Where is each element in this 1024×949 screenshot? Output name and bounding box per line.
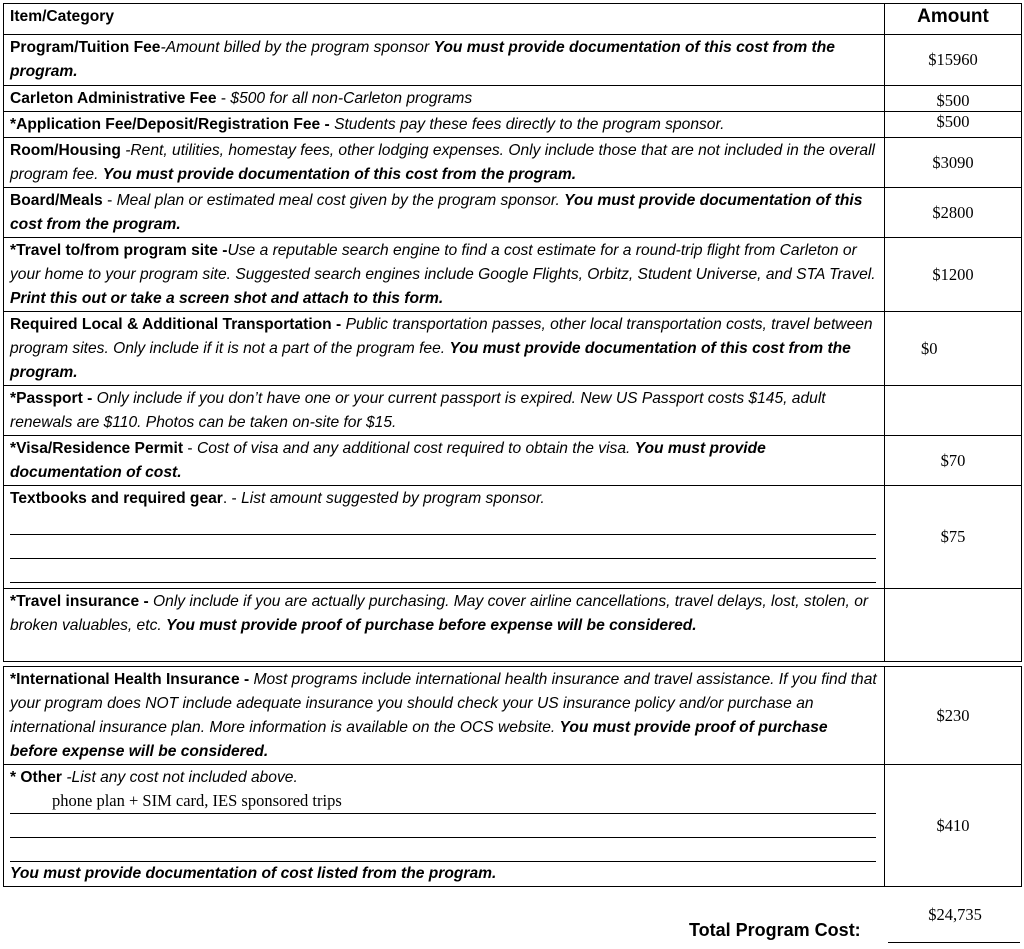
write-line[interactable] bbox=[10, 559, 876, 583]
row-note: You must provide proof of purchase before expense will be considered. bbox=[10, 719, 828, 760]
row-sep: . - bbox=[222, 490, 242, 507]
write-line[interactable] bbox=[10, 535, 876, 559]
amount-carleton-admin: $500 bbox=[885, 86, 1022, 112]
row-title: *Travel to/from program site - bbox=[10, 242, 228, 259]
row-title: Room/Housing bbox=[10, 142, 121, 159]
row-board-meals bbox=[4, 188, 1022, 238]
amount-travel-to-from: $1200 bbox=[885, 238, 1022, 312]
header-amount: Amount bbox=[885, 4, 1022, 35]
row-sep: - bbox=[216, 90, 231, 107]
total-line bbox=[888, 942, 1020, 943]
amount-program-tuition: $15960 bbox=[885, 35, 1022, 86]
total-label: Total Program Cost: bbox=[689, 920, 861, 940]
row-desc: Public transportation passes, other local transportation costs, travel between program sites. Only include if it is not a part of the program fee. bbox=[10, 316, 873, 357]
row-title: Textbooks and required gear bbox=[10, 490, 223, 507]
row-desc: -Rent, utilities, homestay fees, other lodging expenses. Only include those that are not included in the overall program fee. bbox=[10, 142, 876, 183]
row-sep: - bbox=[183, 440, 197, 457]
row-title: *International Health Insurance - bbox=[10, 671, 254, 688]
amount-local-transportation: $0 bbox=[885, 312, 1022, 386]
row-title: *Passport - bbox=[10, 390, 97, 407]
row-carleton-admin bbox=[4, 86, 1022, 112]
row-title: * Other bbox=[10, 769, 62, 786]
row-desc: -Amount billed by the program sponsor bbox=[160, 39, 434, 56]
row-visa bbox=[4, 436, 1022, 486]
row-passport bbox=[4, 386, 1022, 436]
row-desc: $500 for all non-Carleton programs bbox=[230, 90, 473, 107]
row-desc: Students pay these fees directly to the program sponsor. bbox=[334, 116, 725, 133]
amount-health-insurance: $230 bbox=[885, 667, 1022, 765]
write-line[interactable] bbox=[10, 511, 876, 535]
row-desc: Meal plan or estimated meal cost given by the program sponsor. bbox=[116, 192, 565, 209]
row-note: You must provide documentation of cost. bbox=[10, 440, 766, 481]
row-title: *Visa/Residence Permit bbox=[10, 440, 184, 457]
amount-board-meals: $2800 bbox=[885, 188, 1022, 238]
row-textbooks bbox=[4, 486, 1022, 589]
total-value: $24,735 bbox=[928, 905, 982, 924]
row-sep: - bbox=[102, 192, 117, 209]
amount-textbooks: $75 bbox=[885, 486, 1022, 589]
row-travel-insurance bbox=[4, 589, 1022, 662]
row-note: You must provide documentation of this cost from the program. bbox=[10, 39, 835, 80]
cost-table bbox=[3, 3, 1022, 662]
row-other bbox=[4, 765, 1022, 887]
row-desc: Cost of visa and any additional cost required to obtain the visa. bbox=[196, 440, 635, 457]
row-desc: Only include if you are actually purchasing. May cover airline cancellations, travel delays, lost, stolen, or broken valuables, etc. bbox=[10, 593, 869, 634]
amount-other: $410 bbox=[885, 765, 1022, 887]
row-application-fee bbox=[4, 112, 1022, 138]
row-title: Required Local & Additional Transportation - bbox=[10, 316, 346, 333]
handwritten-entry[interactable]: phone plan + SIM card, IES sponsored trips bbox=[10, 790, 876, 814]
row-program-tuition bbox=[4, 35, 1022, 86]
row-desc: Most programs include international health insurance and travel assistance. If you find that your program does NOT include adequate insurance you should check your US insurance policy and/or purchase an international insurance plan. More information is available on the OCS website. bbox=[10, 671, 877, 736]
row-desc: -List any cost not included above. bbox=[62, 769, 298, 786]
row-title: Program/Tuition Fee bbox=[10, 39, 161, 56]
row-travel-to-from bbox=[4, 238, 1022, 312]
row-title: Board/Meals bbox=[10, 192, 103, 209]
row-desc: Only include if you don’t have one or your current passport is expired. New US Passport costs $145, adult renewals are $110. Photos can be taken on-site for $15. bbox=[10, 390, 826, 431]
row-title: *Travel insurance - bbox=[10, 593, 154, 610]
row-title: Carleton Administrative Fee bbox=[10, 90, 217, 107]
row-title: *Application Fee/Deposit/Registration Fee - bbox=[10, 116, 335, 133]
header-item: Item/Category bbox=[4, 4, 885, 35]
header-row bbox=[4, 4, 1022, 35]
row-note: You must provide documentation of cost listed from the program. bbox=[10, 865, 497, 882]
amount-visa: $70 bbox=[885, 436, 1022, 486]
write-line[interactable] bbox=[10, 838, 876, 862]
row-health-insurance bbox=[4, 667, 1022, 765]
row-room-housing bbox=[4, 138, 1022, 188]
amount-room-housing: $3090 bbox=[885, 138, 1022, 188]
row-note: Print this out or take a screen shot and attach to this form. bbox=[10, 290, 444, 307]
row-desc: Use a reputable search engine to find a cost estimate for a round-trip flight from Carleton or your home to your program site. Suggested search engines include Google Flights, Orbitz, Student Universe, and STA Travel. bbox=[10, 242, 876, 283]
amount-travel-insurance bbox=[885, 589, 1022, 662]
row-local-transportation bbox=[4, 312, 1022, 386]
row-note: You must provide proof of purchase before expense will be considered. bbox=[166, 617, 697, 634]
row-desc: List amount suggested by program sponsor. bbox=[241, 490, 545, 507]
write-line[interactable] bbox=[10, 814, 876, 838]
amount-passport bbox=[885, 386, 1022, 436]
row-note: You must provide documentation of this cost from the program. bbox=[10, 340, 851, 381]
cost-table-continued bbox=[3, 666, 1022, 887]
row-note: You must provide documentation of this cost from the program. bbox=[102, 166, 577, 183]
amount-application-fee: $500 bbox=[885, 112, 1022, 138]
row-note: You must provide documentation of this cost from the program. bbox=[10, 192, 863, 233]
